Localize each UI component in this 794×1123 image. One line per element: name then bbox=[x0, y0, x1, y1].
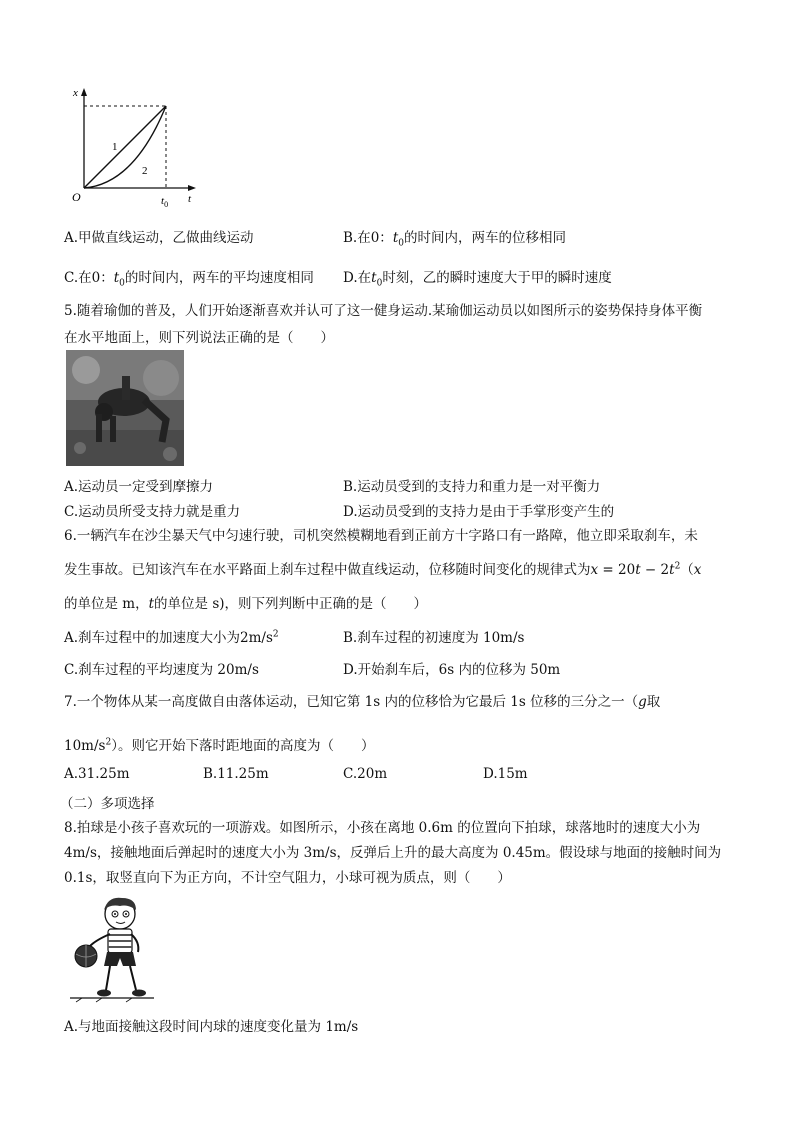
section-heading-multiple-choice: （二）多项选择 bbox=[60, 796, 155, 812]
x-t-graph bbox=[64, 84, 204, 208]
q4-option-a: A.甲做直线运动，乙做曲线运动 bbox=[64, 230, 254, 246]
q4-option-b: B.在0：$t_0$的时间内，两车的位移相同 bbox=[343, 230, 566, 249]
curve-2-label: 2 bbox=[142, 165, 148, 177]
q4-option-c: C.在0：$t_0$的时间内，两车的平均速度相同 bbox=[64, 270, 314, 289]
q6-stem-line-2: 发生事故。已知该汽车在水平路面上刹车过程中做直线运动，位移随时间变化的规律式为$x = 20t - 2t^2(x$ bbox=[64, 561, 702, 578]
q8-stem-line-2: 4m/s，接触地面后弹起时的速度大小为 3m/s，反弹后上升的最大高度为 0.45m。假设球与地面的接触时间为 bbox=[64, 845, 722, 861]
q5-option-c: C.运动员所受支持力就是重力 bbox=[64, 504, 241, 520]
q5-option-a: A.运动员一定受到摩擦力 bbox=[64, 479, 214, 495]
q7-option-a: A.31.25m bbox=[64, 766, 130, 782]
t0-label: $t_0$ bbox=[161, 195, 169, 208]
t-axis-arrow bbox=[188, 185, 196, 191]
q5-stem-line-1: 5.随着瑜伽的普及，人们开始逐渐喜欢并认可了这一健身运动.某瑜伽运动员以如图所示的姿势保持身体平衡 bbox=[64, 303, 703, 319]
q8-stem-line-1: 8.拍球是小孩子喜欢玩的一项游戏。如图所示，小孩在离地 0.6m 的位置向下拍球，球落地时的速度大小为 bbox=[64, 820, 701, 836]
q6-stem-line-3: 的单位是 m，t的单位是 s)，则下列判断中正确的是（ ） bbox=[64, 596, 428, 612]
child-bouncing-ball-illustration bbox=[66, 894, 158, 1006]
q8-option-a: A.与地面接触这段时间内球的速度变化量为 1m/s bbox=[64, 1019, 359, 1035]
q7-option-d: D.15m bbox=[483, 766, 528, 782]
q5-option-b: B.运动员受到的支持力和重力是一对平衡力 bbox=[343, 479, 601, 495]
x-axis-label: x bbox=[73, 87, 78, 99]
curve-1-label: 1 bbox=[112, 141, 118, 153]
q5-option-d: D.运动员受到的支持力是由于手掌形变产生的 bbox=[343, 504, 615, 520]
q6-option-d: D.开始刹车后，6s 内的位移为 50m bbox=[343, 662, 561, 678]
q8-stem-line-3: 0.1s，取竖直向下为正方向，不计空气阻力，小球可视为质点，则（ ） bbox=[64, 870, 511, 886]
q7-stem-line-1: 7.一个物体从某一高度做自由落体运动，已知它第 1s 内的位移恰为它最后 1s 位移的三分之一（g取 bbox=[64, 694, 661, 710]
q6-option-a: A.刹车过程中的加速度大小为$2m/s^2$ bbox=[64, 629, 279, 646]
y-axis-arrow bbox=[81, 88, 87, 96]
curve-1 bbox=[84, 106, 166, 188]
q6-stem-line-1: 6.一辆汽车在沙尘暴天气中匀速行驶，司机突然模糊地看到正前方十字路口有一路障，他立即采取刹车，未 bbox=[64, 528, 698, 544]
q7-option-c: C.20m bbox=[343, 766, 388, 782]
origin-label: O bbox=[72, 190, 81, 204]
q6-formula: $x = 20t - 2t^2$ bbox=[590, 561, 681, 578]
yoga-photo bbox=[66, 350, 184, 466]
q4-option-d: D.在$t_0$时刻，乙的瞬时速度大于甲的瞬时速度 bbox=[343, 270, 612, 289]
t-axis-label: t bbox=[188, 193, 192, 205]
q5-stem-line-2: 在水平地面上，则下列说法正确的是（ ） bbox=[64, 330, 334, 346]
q6-option-c: C.刹车过程的平均速度为 20m/s bbox=[64, 662, 259, 678]
q6-option-b: B.刹车过程的初速度为 10m/s bbox=[343, 630, 525, 646]
q7-stem-line-2: $10m/s^2$）。则它开始下落时距地面的高度为（ ） bbox=[64, 737, 375, 754]
q7-option-b: B.11.25m bbox=[203, 766, 269, 782]
